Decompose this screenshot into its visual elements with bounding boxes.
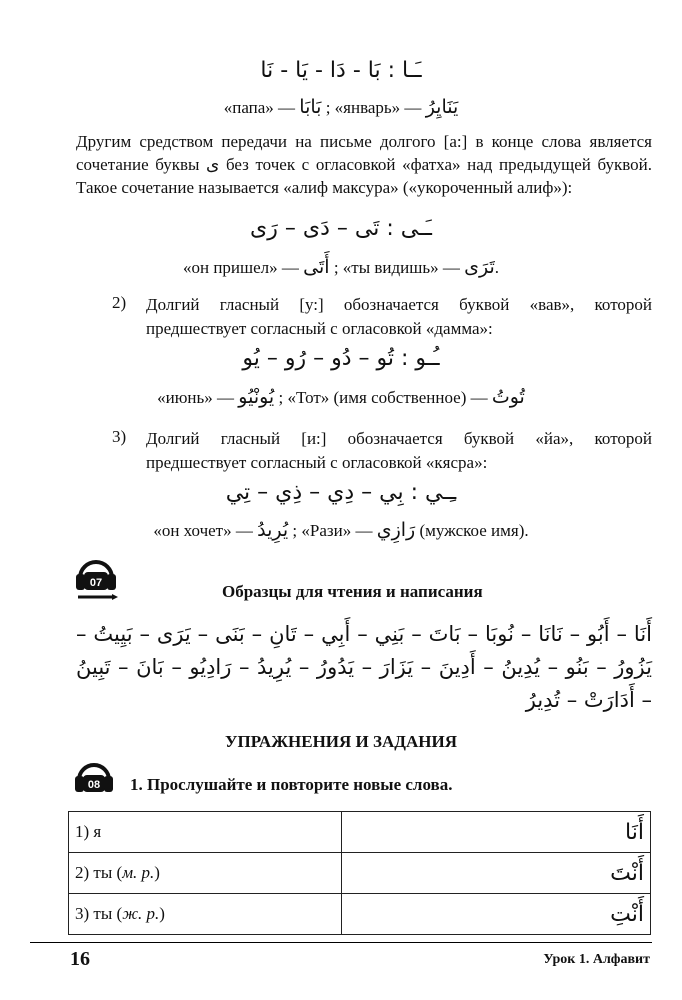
- example-ar: أَتَى: [303, 256, 330, 278]
- example-end: (мужское имя).: [419, 521, 529, 540]
- gender-mark: м. р.: [122, 863, 155, 882]
- headphones-icon[interactable]: [72, 758, 116, 798]
- gender-mark: ж. р.: [122, 904, 160, 923]
- table-cell-ru: [69, 853, 342, 894]
- example-ar: يُونْيُو: [238, 386, 275, 408]
- table-cell-ar: أَنَا: [342, 812, 651, 853]
- example-ar-yanayir: يَنَايِرُ: [425, 96, 459, 118]
- lesson-title: Урок 1. Алфавит: [543, 952, 650, 967]
- item-3-text: Долгий гласный [и:] обозначается буквой «йа», которой предшествует согласный с огласовкой «кясра»:: [146, 429, 652, 472]
- example-ar: تَرَى: [464, 256, 495, 278]
- example-sep: ; «ты видишь» —: [333, 258, 460, 277]
- exercises-title: УПРАЖНЕНИЯ И ЗАДАНИЯ: [225, 732, 457, 751]
- audio-track-number: 08: [87, 779, 101, 791]
- maqsura-letters-line: ـَـى : تَى – دَى – رَى: [250, 216, 432, 241]
- item-number: 2): [112, 293, 127, 312]
- paragraph-text: Другим средством передачи на письме долгого [а:] в конце слова является сочетание буквы ى без точек с огласовкой «фатха» над предыдущей буквой. Такое сочетание называется «алиф максура» («укороченный алиф»):: [76, 132, 652, 197]
- word-ru-end: ): [154, 863, 160, 882]
- word-ru: 2) ты (: [75, 863, 123, 882]
- word-ru: 1) я: [75, 822, 102, 841]
- example-sep: ; «Рази» —: [292, 521, 373, 540]
- word-ru-end: ): [159, 904, 165, 923]
- headphones-icon[interactable]: [72, 552, 120, 604]
- example-ar: يُرِيدُ: [257, 519, 289, 541]
- maqsura-examples: [0, 256, 682, 278]
- example-ru: «июнь» —: [157, 388, 235, 407]
- waw-letters-line: ـُـو : تُو – دُو – رُو – يُو: [242, 346, 440, 371]
- table-row: [69, 853, 651, 894]
- audio-track-number: 07: [89, 577, 103, 589]
- item-number: 3): [112, 427, 127, 446]
- example-ru: «он хочет» —: [153, 521, 253, 540]
- alif-examples: [0, 96, 682, 118]
- word-ru: 3) ты (: [75, 904, 123, 923]
- vocabulary-table: [68, 811, 651, 935]
- table-cell-ru: [69, 812, 342, 853]
- samples-title: Образцы для чтения и написания: [222, 582, 483, 601]
- table-cell-ar: أَنْتِ: [342, 894, 651, 935]
- page-number: 16: [70, 948, 90, 970]
- waw-examples: [0, 386, 682, 408]
- example-ru-papa: «папа» —: [223, 98, 296, 117]
- example-ru: «он пришел» —: [182, 258, 299, 277]
- alif-letters-line: ـَـا : بَا - دَا - يَا - نَا: [260, 58, 422, 83]
- paragraph-alif-maqsura: [76, 130, 652, 199]
- table-cell-ru: [69, 894, 342, 935]
- table-cell-ar: أَنْتَ: [342, 853, 651, 894]
- example-ar-baba: بَابَا: [299, 96, 322, 118]
- table-row: [69, 894, 651, 935]
- item-2-text: Долгий гласный [у:] обозначается буквой «вав», которой предшествует согласный с огласовкой «дамма»:: [146, 295, 652, 338]
- example-ar: رَازِي: [376, 519, 416, 541]
- example-ar: تُوتُ: [491, 386, 525, 408]
- example-sep: ; «Тот» (имя собственное) —: [278, 388, 488, 407]
- ya-examples: [0, 519, 682, 541]
- task-1-title: 1. Прослушайте и повторите новые слова.: [130, 775, 453, 794]
- example-sep: ; «январь» —: [325, 98, 422, 117]
- table-row: [69, 812, 651, 853]
- example-end: .: [494, 258, 500, 277]
- reading-samples: أَنَا – أَبُو – نَانَا – نُوبَا – بَاتَ – بَنِي – أَبِي – تَانِ – بَنَى – يَرَى – بَيِيتُ – يَزُورُ – بَنُو – يُدِينُ – أَدِينَ – يَزَارَ – يَدُورُ – يُرِيدُ – رَادِيُو – بَانَ – تَبِينُ – أَدَارَتْ – تُدِيرُ: [76, 622, 652, 712]
- ya-letters-line: ـِـي : بِي – دِي – ذِي – تِي: [225, 480, 457, 505]
- footer-divider: [30, 942, 652, 943]
